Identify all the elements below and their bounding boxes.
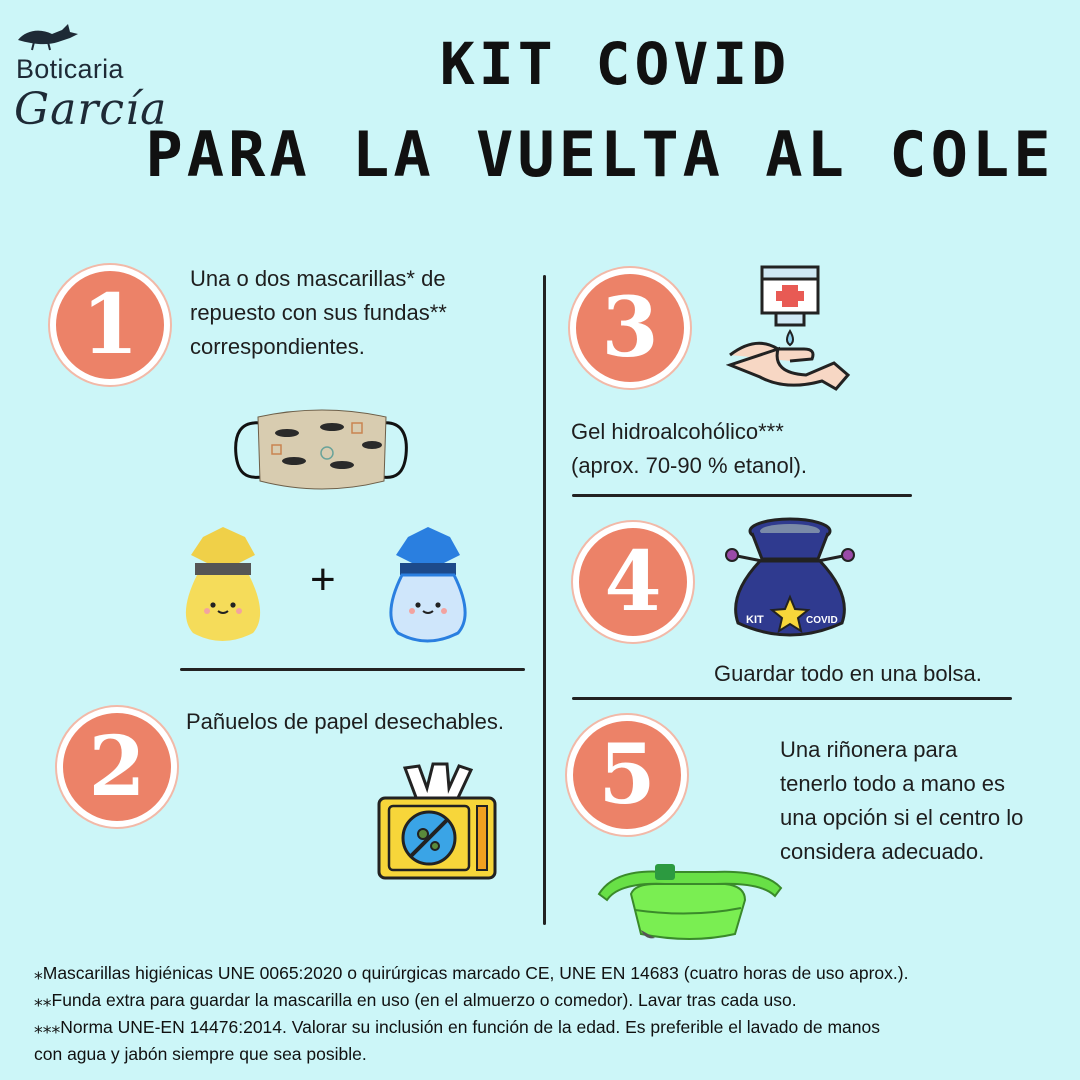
tissue-box-icon [375,760,500,882]
footnote-3: ⁎⁎⁎Norma UNE-EN 14476:2014. Valorar su inclusión en función de la edad. Es preferible el lavado de manos [34,1017,880,1037]
text-line: tenerlo todo a mano es [780,771,1006,796]
logo-text-garcia: García [14,84,168,135]
kit-bag-icon [722,515,857,645]
yellow-mask-case-icon [175,525,270,645]
text-line: Guardar todo en una bolsa. [714,661,982,686]
step-number: 4 [604,534,662,630]
step-number: 3 [601,280,659,376]
bag-label-kit: KIT [746,614,764,626]
step-number: 5 [598,727,656,823]
step-5-badge [567,715,687,835]
face-mask-icon [232,405,412,495]
text-line: Una o dos mascarillas* de [190,266,446,291]
page-title-line-2: PARA LA VUELTA AL COLE [145,118,1055,191]
bag-label-covid: COVID [806,615,838,626]
logo-text-boticaria: Boticaria [16,54,124,84]
step-number: 2 [88,719,146,815]
footnotes [34,960,1064,1068]
footnote-1: ⁎Mascarillas higiénicas UNE 0065:2020 o quirúrgicas marcado CE, UNE EN 14683 (cuatro horas de uso aprox.). [34,963,909,983]
text-line: una opción si el centro lo [780,805,1024,830]
step-2-text [186,705,536,739]
belt-bag-icon [595,860,785,945]
text-line: Gel hidroalcohólico*** [571,419,784,444]
fox-icon [14,20,84,52]
footnote-2: ⁎⁎Funda extra para guardar la mascarilla en uso (en el almuerzo o comedor). Lavar tras cada uso. [34,990,797,1010]
page-title-line-1: KIT COVID [439,30,791,98]
step-1-text [190,262,530,364]
step-number: 1 [81,277,139,373]
hand-sanitizer-icon [726,265,851,395]
divider-right-1 [572,494,912,497]
blue-mask-case-icon [380,525,475,645]
step-4-text [714,657,1054,691]
text-line: repuesto con sus fundas** [190,300,447,325]
text-line: (aprox. 70-90 % etanol). [571,453,808,478]
text-line: correspondientes. [190,334,365,359]
footnote-3-cont: con agua y jabón siempre que sea posible. [34,1044,367,1064]
divider-left [180,668,525,671]
step-4-badge [573,522,693,642]
text-line: considera adecuado. [780,839,985,864]
text-line: Pañuelos de papel desechables. [186,709,505,734]
text-line: Una riñonera para [780,737,958,762]
plus-sign: + [310,555,336,604]
step-1-badge [50,265,170,385]
step-3-text [571,415,911,483]
step-3-badge [570,268,690,388]
step-5-text [780,733,1070,869]
divider-right-2 [572,697,1012,700]
vertical-divider [543,275,546,925]
step-2-badge [57,707,177,827]
